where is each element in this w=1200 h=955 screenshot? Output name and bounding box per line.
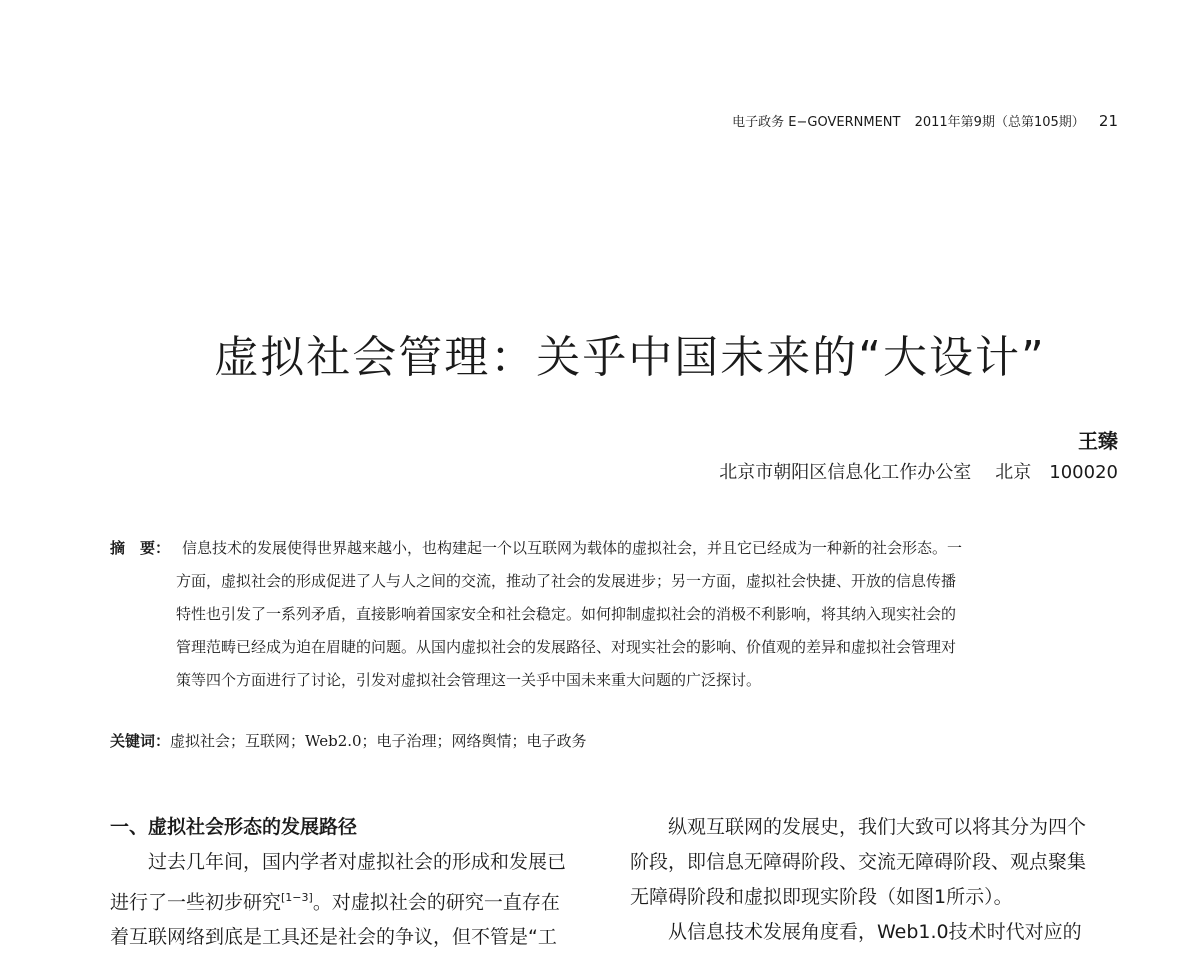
body-text: 进行了一些初步研究: [110, 891, 282, 914]
journal-name: 电子政务 E−GOVERNMENT: [732, 115, 901, 130]
author-name: 王臻: [1078, 429, 1118, 453]
abstract-line: 策等四个方面进行了讨论，引发对虚拟社会管理这一关乎中国未来重大问题的广泛探讨。: [176, 671, 762, 689]
body-line: [110, 880, 600, 920]
issue-info: 2011年第9期（总第105期）: [914, 115, 1085, 130]
citation: [1−3]: [281, 891, 313, 904]
abstract-line: 方面，虚拟社会的形成促进了人与人之间的交流，推动了社会的发展进步；另一方面，虚拟社会快捷、开放的信息传播: [176, 572, 957, 590]
body-line: 纵观互联网的发展史，我们大致可以将其分为四个: [630, 816, 1087, 838]
body-line: 阶段，即信息无障碍阶段、交流无障碍阶段、观点聚集: [630, 851, 1087, 873]
abstract: [110, 532, 1120, 697]
body-text: 。对虚拟社会的研究一直存在: [312, 891, 560, 914]
paper-title: 虚拟社会管理：关乎中国未来的“大设计”: [214, 332, 1046, 384]
keywords-text: 虚拟社会；互联网；Web2.0；电子治理；网络舆情；电子政务: [170, 732, 587, 750]
abstract-line: 信息技术的发展使得世界越来越小，也构建起一个以互联网为载体的虚拟社会，并且它已经成为一种新的社会形态。一: [182, 539, 963, 557]
abstract-label: 摘 要：: [110, 539, 171, 557]
author-affiliation: [719, 458, 1118, 484]
body-column-left: [110, 810, 600, 955]
body-line: 从信息技术发展角度看，Web1.0技术时代对应的: [630, 921, 1082, 943]
body-line: 过去几年间，国内学者对虚拟社会的形成和发展已: [110, 851, 567, 873]
section-heading: 一、虚拟社会形态的发展路径: [110, 816, 358, 838]
affiliation-city: 北京: [995, 462, 1032, 483]
abstract-line: 管理范畴已经成为迫在眉睫的问题。从国内虚拟社会的发展路径、对现实社会的影响、价值观的差异和虚拟社会管理对: [176, 638, 957, 656]
body-line: 着互联网络到底是工具还是社会的争议，但不管是“工: [110, 926, 557, 949]
abstract-line: 特性也引发了一系列矛盾，直接影响着国家安全和社会稳定。如何抑制虚拟社会的消极不利影响，将其纳入现实社会的: [176, 605, 957, 623]
keywords: [110, 730, 587, 751]
page-number: 21: [1098, 112, 1118, 130]
running-header: [732, 111, 1118, 130]
affiliation-org: 北京市朝阳区信息化工作办公室: [719, 462, 972, 483]
affiliation-zip: 100020: [1049, 462, 1118, 483]
body-column-right: [630, 810, 1120, 950]
keywords-label: 关键词：: [110, 732, 171, 750]
body-line: 无障碍阶段和虚拟即现实阶段（如图1所示）。: [630, 886, 1013, 908]
